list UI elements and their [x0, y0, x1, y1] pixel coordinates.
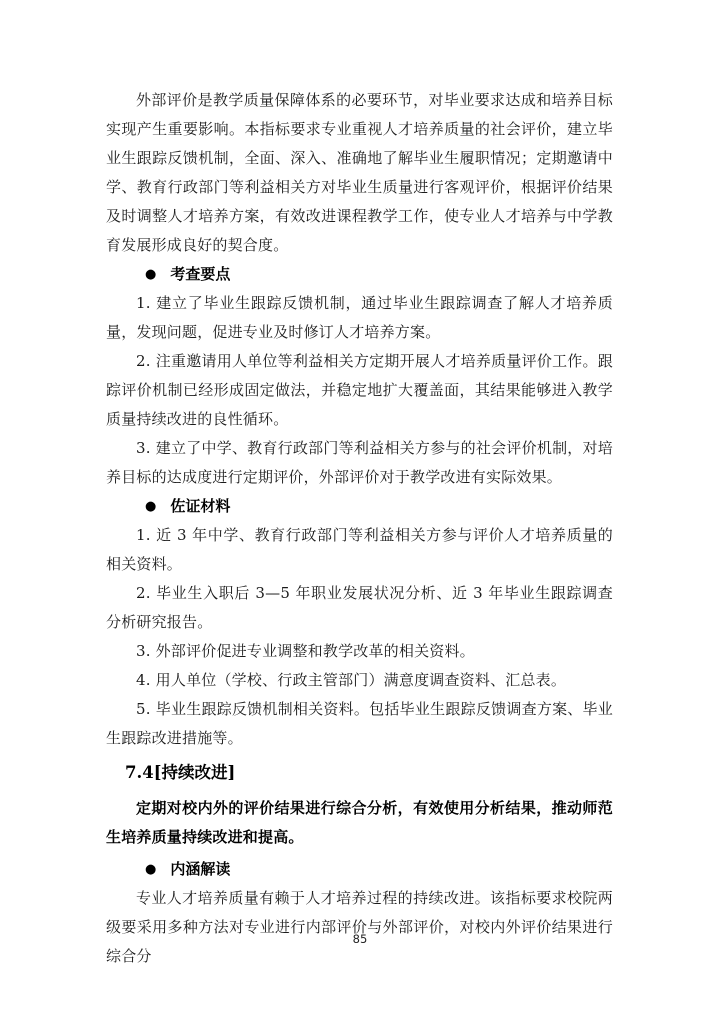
- supporting-material-item: 4. 用人单位（学校、行政主管部门）满意度调查资料、汇总表。: [136, 671, 567, 689]
- bullet-icon: ●: [145, 862, 157, 877]
- subsection-heading-continuous-improvement: 7.4[持续改进]: [125, 763, 236, 782]
- examine-point-item: 3. 建立了中学、教育行政部门等利益相关方参与的社会评价机制，对培养目标的达成度进行定期评价，外部评价对于教学改进有实际效果。: [106, 439, 613, 486]
- page-number: 85: [352, 932, 368, 946]
- page-content: [106, 86, 613, 971]
- supporting-material-item: 2. 毕业生入职后 3—5 年职业发展状况分析、近 3 年毕业生跟踪调查分析研究报告。: [106, 584, 613, 631]
- bullet-icon: ●: [145, 499, 157, 514]
- section-heading-label: 考查要点: [170, 265, 231, 283]
- section-heading-examine-points: [106, 260, 613, 289]
- section-heading-label: 内涵解读: [170, 860, 231, 878]
- section-heading-supporting-materials: [106, 492, 613, 521]
- supporting-material-item: 1. 近 3 年中学、教育行政部门等利益相关方参与评价人才培养质量的相关资料。: [106, 526, 613, 573]
- section-heading-connotation-interpretation: [106, 855, 613, 884]
- subsection-lead-paragraph: 定期对校内外的评价结果进行综合分析，有效使用分析结果，推动师范生培养质量持续改进和提高。: [106, 799, 613, 846]
- bullet-icon: ●: [145, 267, 157, 282]
- connotation-paragraph: 专业人才培养质量有赖于人才培养过程的持续改进。该指标要求校院两级要采用多种方法对专业进行内部评价与外部评价，对校内外评价结果进行综合分: [106, 889, 613, 965]
- intro-paragraph: 外部评价是教学质量保障体系的必要环节，对毕业要求达成和培养目标实现产生重要影响。本指标要求专业重视人才培养质量的社会评价，建立毕业生跟踪反馈机制，全面、深入、准确地了解毕业生履职情况；定期邀请中学、教育行政部门等利益相关方对毕业生质量进行客观评价，根据评价结果及时调整人才培养方案，有效改进课程教学工作，使专业人才培养与中学教育发展形成良好的契合度。: [106, 91, 613, 254]
- examine-point-item: 1. 建立了毕业生跟踪反馈机制，通过毕业生跟踪调查了解人才培养质量，发现问题，促进专业及时修订人才培养方案。: [106, 294, 613, 341]
- supporting-material-item: 3. 外部评价促进专业调整和教学改革的相关资料。: [136, 642, 475, 660]
- supporting-material-item: 5. 毕业生跟踪反馈机制相关资料。包括毕业生跟踪反馈调查方案、毕业生跟踪改进措施等。: [106, 700, 613, 747]
- section-heading-label: 佐证材料: [170, 497, 231, 515]
- examine-point-item: 2. 注重邀请用人单位等利益相关方定期开展人才培养质量评价工作。跟踪评价机制已经形成固定做法，并稳定地扩大覆盖面，其结果能够进入教学质量持续改进的良性循环。: [106, 352, 613, 428]
